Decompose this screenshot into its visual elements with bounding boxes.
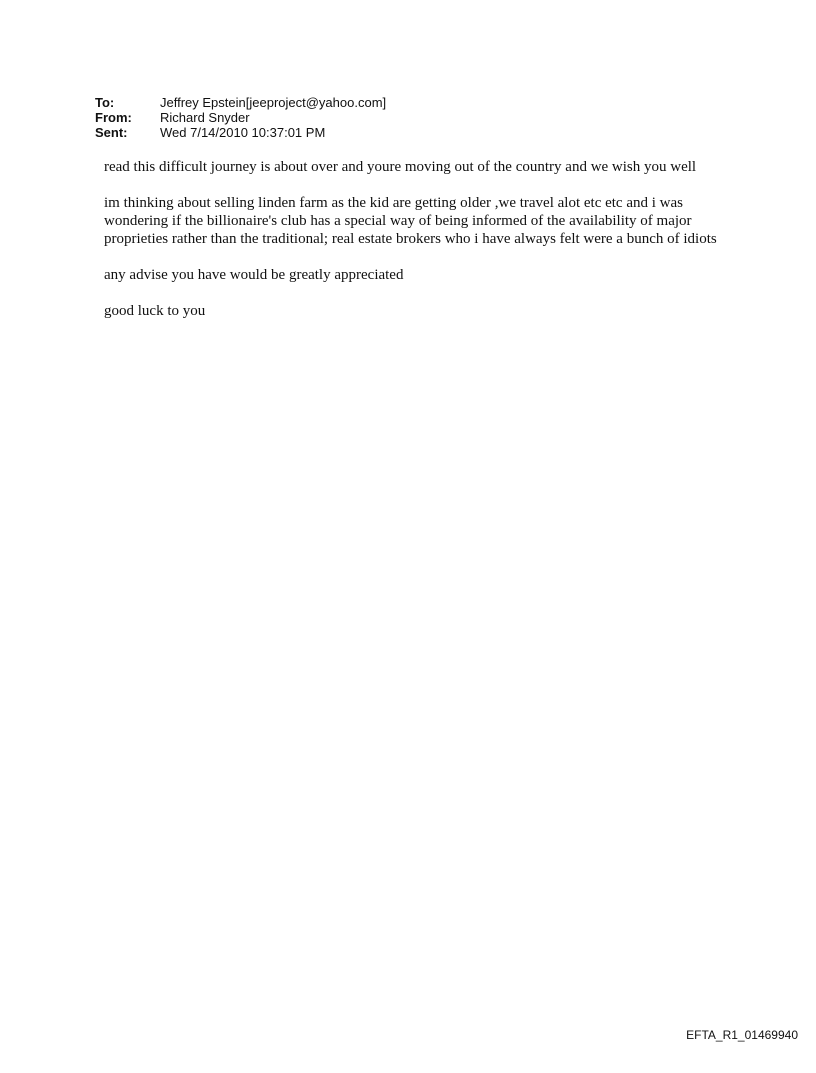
body-paragraph: read this difficult journey is about over and youre moving out of the country and we wish you well <box>104 159 697 175</box>
to-label: To: <box>95 95 115 110</box>
body-paragraph: good luck to you <box>104 303 206 319</box>
sent-label: Sent: <box>95 125 128 140</box>
header-row-to <box>95 95 386 110</box>
email-header <box>95 95 386 140</box>
to-value: Jeffrey Epstein[jeeproject@yahoo.com] <box>160 95 387 110</box>
header-row-from <box>95 110 386 125</box>
body-paragraph: any advise you have would be greatly appreciated <box>104 267 404 283</box>
from-value: Richard Snyder <box>160 110 250 125</box>
sent-value: Wed 7/14/2010 10:37:01 PM <box>160 125 326 140</box>
from-label: From: <box>95 110 132 125</box>
header-row-sent <box>95 125 386 140</box>
email-body <box>104 158 724 338</box>
document-id: EFTA_R1_01469940 <box>686 1028 798 1042</box>
body-paragraph: im thinking about selling linden farm as the kid are getting older ,we travel alot etc etc and i was wondering if the billionaire's club has a special way of being informed of the availability of major proprieties rather than the traditional; real estate brokers who i have always felt were a bunch of idiots <box>104 195 717 247</box>
